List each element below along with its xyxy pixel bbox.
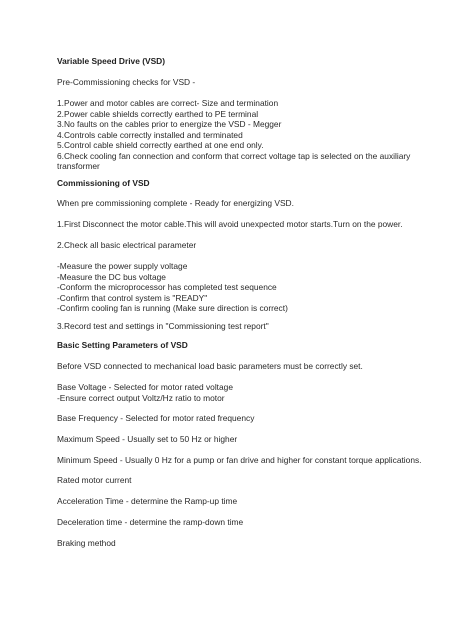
- check-item: 3.No faults on the cables prior to energize the VSD - Megger: [57, 119, 282, 129]
- base-frequency: Base Frequency - Selected for motor rated frequency: [57, 413, 255, 423]
- maximum-speed: Maximum Speed - Usually set to 50 Hz or higher: [57, 434, 238, 444]
- base-voltage: Base Voltage - Selected for motor rated voltage: [57, 382, 233, 392]
- precommissioning-intro: Pre-Commissioning checks for VSD -: [57, 77, 196, 87]
- check-item: 1.Power and motor cables are correct- Size and termination: [57, 98, 279, 108]
- deceleration-time: Deceleration time - determine the ramp-down time: [57, 517, 244, 527]
- measurement-item: -Measure the DC bus voltage: [57, 271, 166, 282]
- braking-method: Braking method: [57, 538, 116, 548]
- step-2: 2.Check all basic electrical parameter: [57, 240, 197, 250]
- measurement-item: -Confirm cooling fan is running (Make sure direction is correct): [57, 303, 288, 313]
- heading-basic-setting-parameters: Basic Setting Parameters of VSD: [57, 340, 188, 350]
- heading-commissioning: Commissioning of VSD: [57, 178, 150, 188]
- check-item: 6.Check cooling fan connection and conform that correct voltage tap is selected on the auxiliary: [57, 150, 411, 161]
- heading-variable-speed-drive: Variable Speed Drive (VSD): [57, 56, 165, 66]
- check-item-continuation: transformer: [57, 161, 100, 171]
- check-item: 2.Power cable shields correctly earthed to PE terminal: [57, 108, 259, 119]
- check-item: 4.Controls cable correctly installed and terminated: [57, 129, 243, 140]
- commissioning-intro: When pre commissioning complete - Ready for energizing VSD.: [57, 198, 294, 208]
- basic-intro: Before VSD connected to mechanical load basic parameters must be correctly set.: [57, 361, 363, 371]
- measurement-item: -Conform the microprocessor has completed test sequence: [57, 282, 277, 292]
- rated-motor-current: Rated motor current: [57, 475, 132, 485]
- base-voltage-note: -Ensure correct output Voltz/Hz ratio to motor: [57, 392, 225, 403]
- minimum-speed: Minimum Speed - Usually 0 Hz for a pump or fan drive and higher for constant torque applications.: [57, 455, 422, 465]
- step-3: 3.Record test and settings in "Commissioning test report": [57, 321, 269, 331]
- check-item: 5.Control cable shield correctly earthed at one end only.: [57, 140, 264, 150]
- measurement-item: -Measure the power supply voltage: [57, 261, 188, 271]
- step-1: 1.First Disconnect the motor cable.This will avoid unexpected motor starts.Turn on the power.: [57, 219, 403, 229]
- measurement-item: -Confirm that control system is "READY": [57, 292, 208, 303]
- acceleration-time: Acceleration Time - determine the Ramp-up time: [57, 496, 238, 506]
